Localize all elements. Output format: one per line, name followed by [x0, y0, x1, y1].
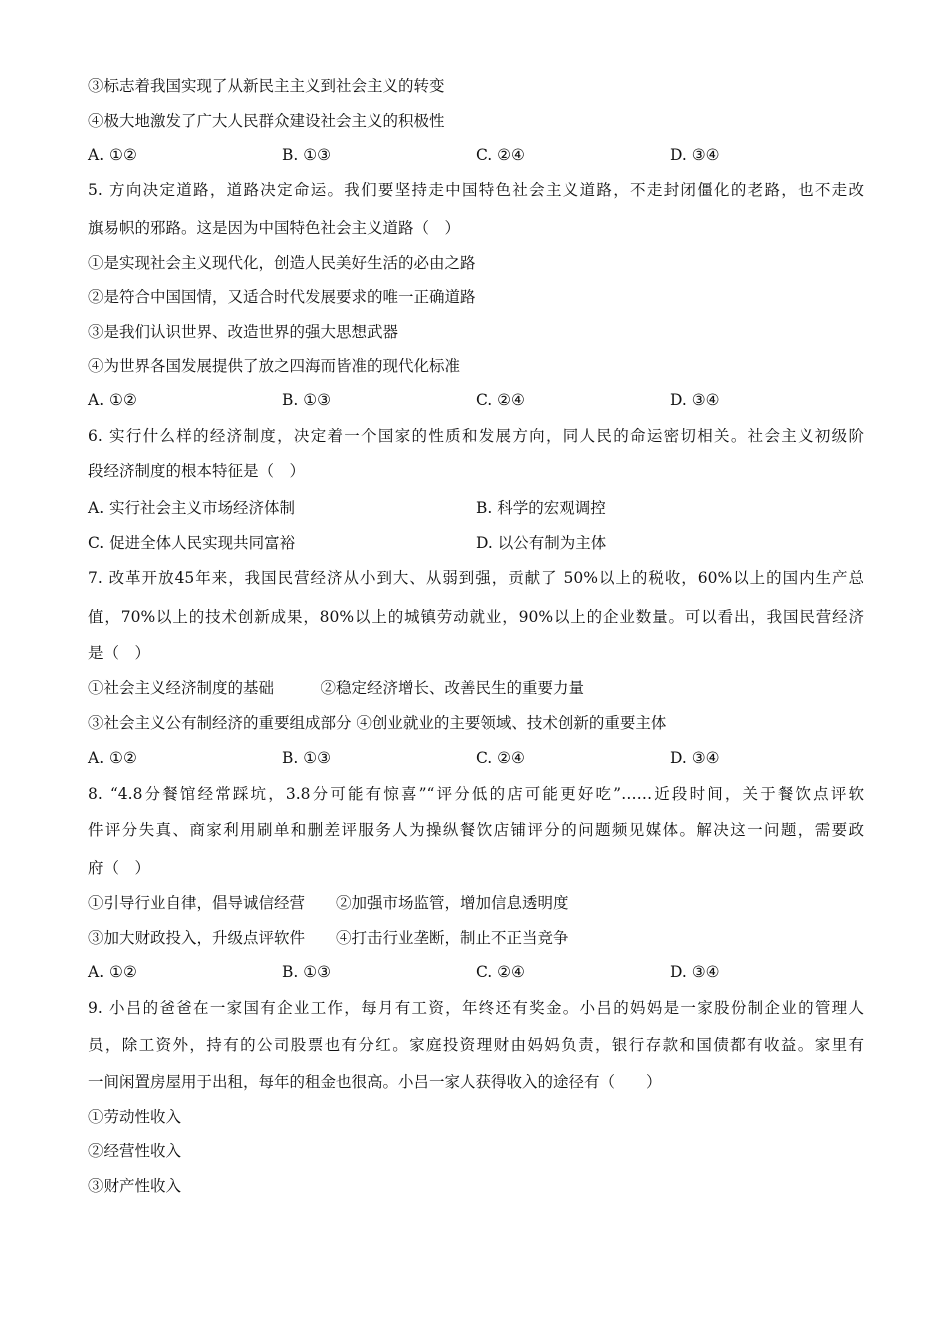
text-line: 旗易帜的邪路。这是因为中国特色社会主义道路（ ）	[88, 219, 461, 237]
text-line: ①是实现社会主义现代化，创造人民美好生活的必由之路	[88, 254, 476, 272]
text-line: ③财产性收入	[88, 1177, 182, 1195]
text-line: 段经济制度的根本特征是（ ）	[88, 462, 306, 480]
text-line: ③社会主义公有制经济的重要组成部分 ④创业就业的主要领域、技术创新的重要主体	[88, 714, 667, 732]
text-line: ③标志着我国实现了从新民主主义到社会主义的转变	[88, 77, 445, 95]
answer-option: B. ①③	[282, 749, 332, 767]
answer-option: B. ①③	[282, 391, 332, 409]
text-line: ②经营性收入	[88, 1142, 182, 1160]
answer-option: C. ②④	[476, 963, 525, 981]
text-line: 一间闲置房屋用于出租，每年的租金也很高。小吕一家人获得收入的途径有（ ）	[88, 1073, 662, 1091]
answer-option: C. ②④	[476, 749, 525, 767]
answer-option: A. ①②	[88, 749, 137, 767]
text-line: ①社会主义经济制度的基础 ②稳定经济增长、改善民生的重要力量	[88, 679, 585, 697]
answer-option: D. ③④	[670, 391, 720, 409]
text-line: 9. 小吕的爸爸在一家国有企业工作，每月有工资，年终还有奖金。小吕的妈妈是一家股份制企业的管理人	[88, 999, 864, 1017]
text-line: 府（ ）	[88, 859, 151, 877]
answer-option: C. ②④	[476, 146, 525, 164]
text-line: 8. “4.8分餐馆经常踩坑，3.8分可能有惊喜”“评分低的店可能更好吃”……近段时间，关于餐饮点评软	[88, 785, 864, 803]
answer-option: C. ②④	[476, 391, 525, 409]
text-line: 是（ ）	[88, 644, 151, 662]
text-line: ③加大财政投入，升级点评软件 ④打击行业垄断，制止不正当竞争	[88, 929, 569, 947]
text-line: 员，除工资外，持有的公司股票也有分红。家庭投资理财由妈妈负责，银行存款和国债都有收益。家里有	[88, 1036, 864, 1054]
answer-option: C. 促进全体人民实现共同富裕	[88, 534, 296, 552]
answer-option: A. ①②	[88, 963, 137, 981]
answer-option: B. ①③	[282, 146, 332, 164]
text-line: 5. 方向决定道路，道路决定命运。我们要坚持走中国特色社会主义道路，不走封闭僵化的老路，也不走改	[88, 181, 864, 199]
text-line: 件评分失真、商家利用刷单和删差评服务人为操纵餐饮店铺评分的问题频见媒体。解决这一问题，需要政	[88, 821, 864, 839]
answer-option: A. ①②	[88, 146, 137, 164]
text-line: ①引导行业自律，倡导诚信经营 ②加强市场监管，增加信息透明度	[88, 894, 569, 912]
answer-option: D. ③④	[670, 963, 720, 981]
text-line: 7. 改革开放45年来，我国民营经济从小到大、从弱到强，贡献了 50%以上的税收，60%以上的国内生产总	[88, 569, 864, 587]
answer-option: D. 以公有制为主体	[476, 534, 607, 552]
text-line: 值，70%以上的技术创新成果，80%以上的城镇劳动就业，90%以上的企业数量。可以看出，我国民营经济	[88, 608, 864, 626]
text-line: ②是符合中国国情，又适合时代发展要求的唯一正确道路	[88, 288, 476, 306]
answer-option: A. 实行社会主义市场经济体制	[88, 499, 296, 517]
text-line: ④极大地激发了广大人民群众建设社会主义的积极性	[88, 112, 445, 130]
text-line: ③是我们认识世界、改造世界的强大思想武器	[88, 323, 399, 341]
answer-option: D. ③④	[670, 749, 720, 767]
answer-option: D. ③④	[670, 146, 720, 164]
answer-option: A. ①②	[88, 391, 137, 409]
answer-option: B. ①③	[282, 963, 332, 981]
text-line: ④为世界各国发展提供了放之四海而皆准的现代化标准	[88, 357, 461, 375]
text-line: 6. 实行什么样的经济制度，决定着一个国家的性质和发展方向，同人民的命运密切相关。社会主义初级阶	[88, 427, 864, 445]
answer-option: B. 科学的宏观调控	[476, 499, 606, 517]
text-line: ①劳动性收入	[88, 1108, 182, 1126]
